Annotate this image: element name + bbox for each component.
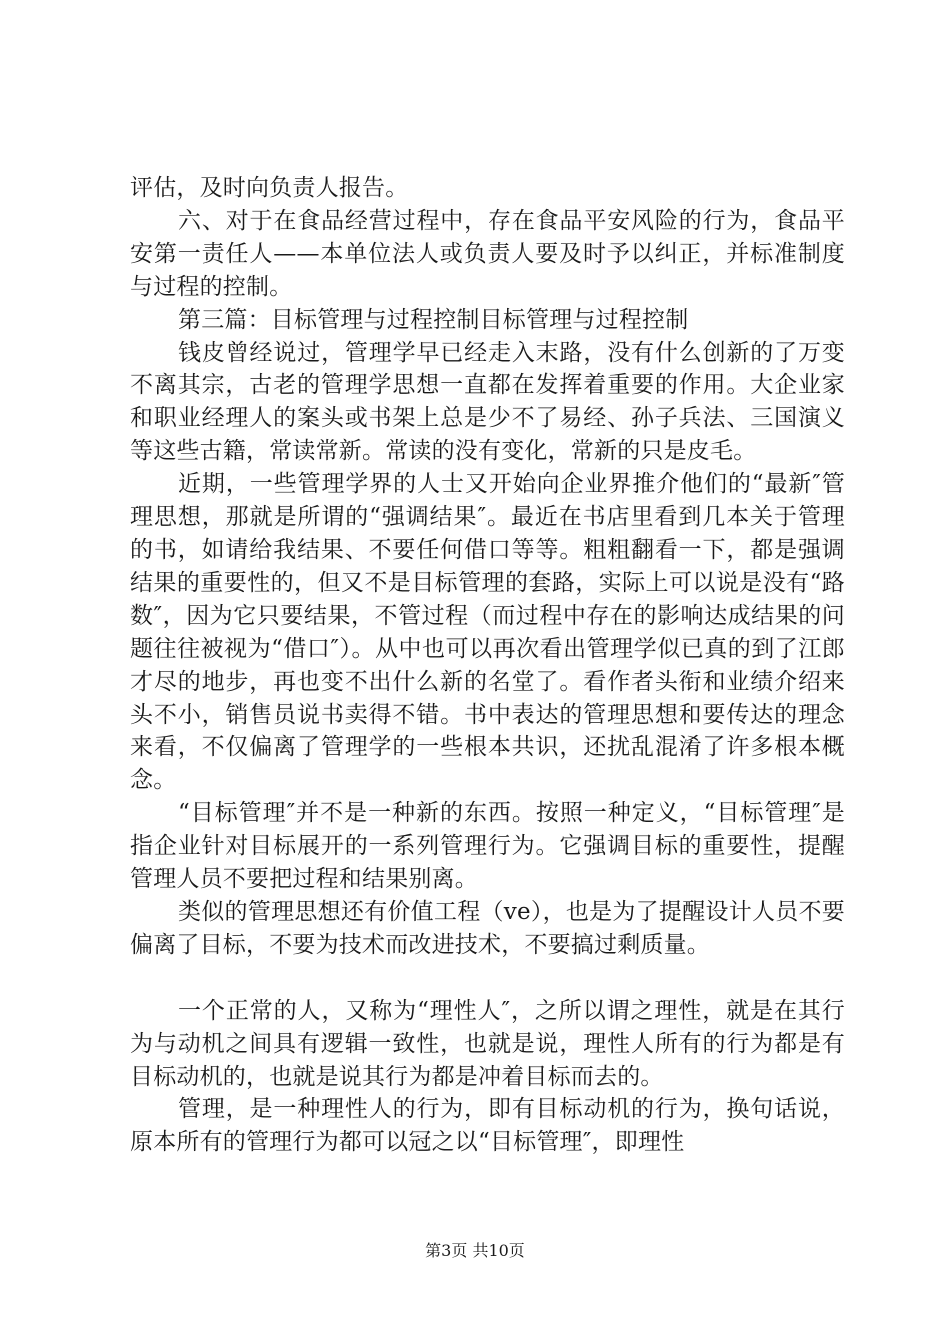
chapter-heading: 第三篇：目标管理与过程控制目标管理与过程控制 bbox=[178, 306, 689, 333]
document-body bbox=[130, 172, 845, 1159]
paragraph-section-six: 六、对于在食品经营过程中，存在食品平安风险的行为，食品平安第一责任人——本单位法人或负责人要及时予以纠正，并标准制度与过程的控制。 bbox=[130, 207, 845, 300]
paragraph-goal-management-definition: “目标管理″并不是一种新的东西。按照一种定义，“目标管理″是指企业针对目标展开的一系列管理行为。它强调目标的重要性，提醒管理人员不要把过程和结果别离。 bbox=[130, 800, 845, 893]
paragraph-spacer bbox=[130, 962, 845, 995]
paragraph-champy-quote: 钱皮曾经说过，管理学早已经走入末路，没有什么创新的了万变不离其宗，古老的管理学思想一直都在发挥着重要的作用。大企业家和职业经理人的案头或书架上总是少不了易经、孙子兵法、三国演义等这些古籍，常读常新。常读的没有变化，常新的只是皮毛。 bbox=[130, 339, 845, 465]
paragraph-rational-person: 一个正常的人，又称为“理性人″，之所以谓之理性，就是在其行为与动机之间具有逻辑一致性，也就是说，理性人所有的行为都是有目标动机的，也就是说其行为都是冲着目标而去的。 bbox=[130, 997, 845, 1090]
page-number-footer: 第3页 共10页 bbox=[425, 1241, 525, 1260]
paragraph-recent-trends: 近期，一些管理学界的人士又开始向企业界推介他们的“最新″管理思想，那就是所谓的“强调结果″。最近在书店里看到几本关于管理的书，如请给我结果、不要任何借口等等。粗粗翻看一下，都是强调结果的重要性的，但又不是目标管理的套路，实际上可以说是没有“路数″，因为它只要结果，不管过程（而过程中存在的影响达成结果的问题往往被视为“借口″）。从中也可以再次看出管理学似已真的到了江郎才尽的地步，再也变不出什么新的名堂了。看作者头衔和业绩介绍来头不小，销售员说书卖得不错。书中表达的管理思想和要传达的理念来看，不仅偏离了管理学的一些根本共识，还扰乱混淆了许多根本概念。 bbox=[130, 471, 845, 794]
paragraph-management-rational: 管理，是一种理性人的行为，即有目标动机的行为，换句话说，原本所有的管理行为都可以冠之以“目标管理″，即理性 bbox=[130, 1096, 845, 1156]
paragraph-continuation: 评估，及时向负责人报告。 bbox=[130, 175, 409, 201]
paragraph-value-engineering: 类似的管理思想还有价值工程（ve），也是为了提醒设计人员不要偏离了目标，不要为技术而改进技术，不要搞过剩质量。 bbox=[130, 898, 845, 958]
